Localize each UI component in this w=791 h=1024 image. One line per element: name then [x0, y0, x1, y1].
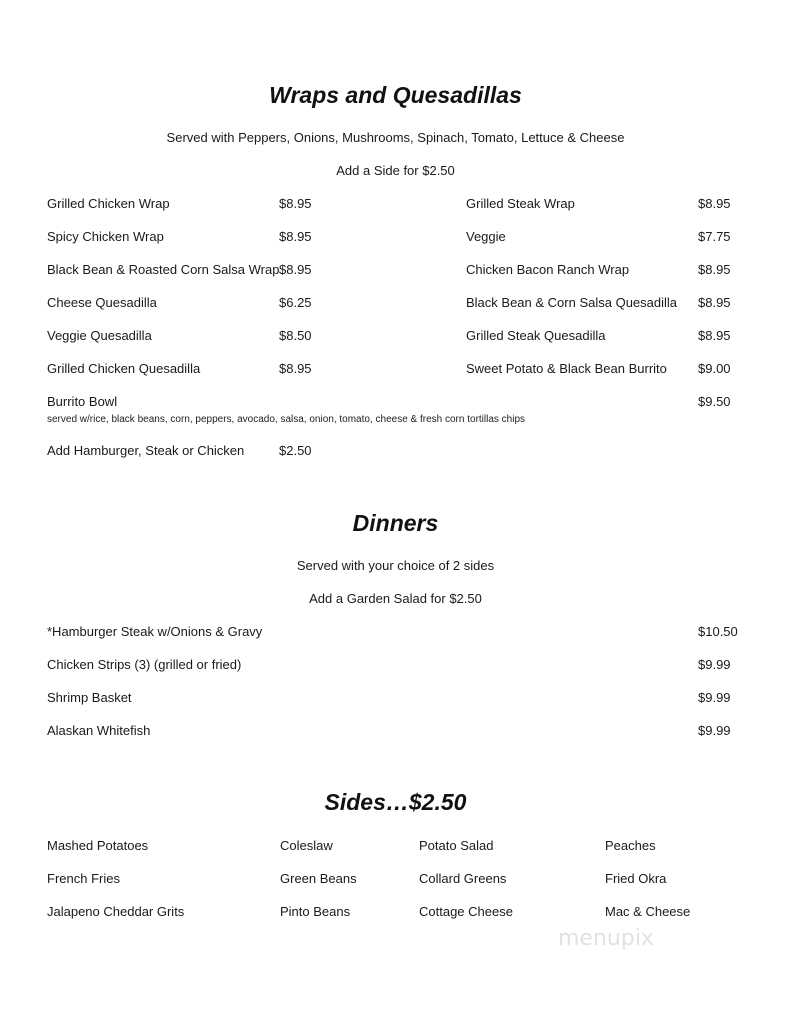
side-item: Green Beans — [280, 871, 357, 886]
side-item: Mashed Potatoes — [47, 838, 149, 853]
sides-section-title: Sides…$2.50 — [324, 789, 467, 815]
menu-item-price: $6.25 — [279, 295, 312, 310]
menu-item-price: $9.99 — [698, 657, 731, 672]
side-item: Mac & Cheese — [605, 904, 691, 919]
burrito-bowl-name: Burrito Bowl — [47, 394, 118, 409]
burrito-bowl-price: $9.50 — [698, 394, 731, 409]
side-item: French Fries — [47, 871, 120, 886]
menu-item-name: *Hamburger Steak w/Onions & Gravy — [47, 624, 263, 639]
add-protein-price: $2.50 — [279, 443, 312, 458]
menu-item-price: $8.95 — [279, 361, 312, 376]
dinners-add-salad: Add a Garden Salad for $2.50 — [309, 591, 482, 606]
add-protein-name: Add Hamburger, Steak or Chicken — [47, 443, 245, 458]
side-item: Potato Salad — [419, 838, 494, 853]
burrito-bowl-description: served w/rice, black beans, corn, peppers, avocado, salsa, onion, tomato, cheese & fresh corn tortillas chips — [47, 414, 526, 425]
menu-item-price: $8.95 — [698, 328, 731, 343]
menu-item-price: $9.99 — [698, 690, 731, 705]
menupix-watermark: menupix — [558, 926, 654, 951]
menu-item-price: $9.00 — [698, 361, 731, 376]
menu-item-name: Grilled Steak Wrap — [466, 196, 575, 211]
menu-item-name: Cheese Quesadilla — [47, 295, 157, 310]
menu-item-name: Sweet Potato & Black Bean Burrito — [466, 361, 667, 376]
menu-item-name: Alaskan Whitefish — [47, 723, 151, 738]
side-item: Collard Greens — [419, 871, 507, 886]
menu-item-name: Shrimp Basket — [47, 690, 132, 705]
menu-item-price: $8.95 — [279, 229, 312, 244]
wraps-served-with: Served with Peppers, Onions, Mushrooms, Spinach, Tomato, Lettuce & Cheese — [166, 130, 625, 145]
menu-item-price: $9.99 — [698, 723, 731, 738]
menu-item-price: $8.95 — [698, 262, 731, 277]
side-item: Cottage Cheese — [419, 904, 513, 919]
dinners-section-title: Dinners — [352, 510, 439, 536]
menu-item-name: Grilled Steak Quesadilla — [466, 328, 606, 343]
menu-item-name: Veggie — [466, 229, 506, 244]
dinners-served-with: Served with your choice of 2 sides — [296, 558, 495, 573]
menu-item-price: $10.50 — [698, 624, 738, 639]
side-item: Coleslaw — [280, 838, 333, 853]
menu-item-price: $7.75 — [698, 229, 731, 244]
menu-item-price: $8.95 — [279, 262, 312, 277]
menu-item-name: Black Bean & Corn Salsa Quesadilla — [466, 295, 678, 310]
side-item: Peaches — [605, 838, 656, 853]
menu-item-price: $8.50 — [279, 328, 312, 343]
wraps-section-title: Wraps and Quesadillas — [269, 82, 522, 108]
menu-item-name: Spicy Chicken Wrap — [47, 229, 164, 244]
menu-item-price: $8.95 — [698, 196, 731, 211]
menu-item-name: Chicken Strips (3) (grilled or fried) — [47, 657, 242, 672]
side-item: Pinto Beans — [280, 904, 351, 919]
menu-item-name: Chicken Bacon Ranch Wrap — [466, 262, 630, 277]
menu-item-name: Veggie Quesadilla — [47, 328, 152, 343]
side-item: Jalapeno Cheddar Grits — [47, 904, 185, 919]
menu-item-price: $8.95 — [279, 196, 312, 211]
menu-item-price: $8.95 — [698, 295, 731, 310]
menu-item-name: Black Bean & Roasted Corn Salsa Wrap — [47, 262, 280, 277]
side-item: Fried Okra — [605, 871, 667, 886]
menu-item-name: Grilled Chicken Wrap — [47, 196, 170, 211]
wraps-add-side: Add a Side for $2.50 — [336, 163, 455, 178]
menu-item-name: Grilled Chicken Quesadilla — [47, 361, 201, 376]
